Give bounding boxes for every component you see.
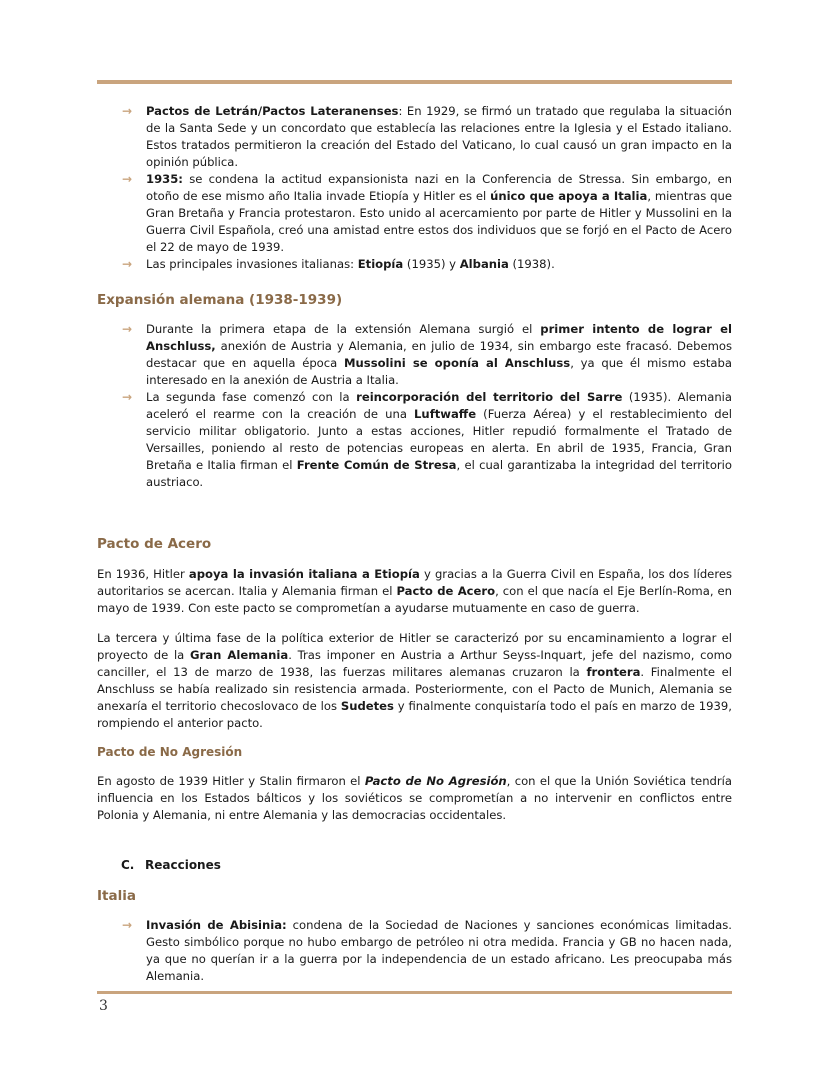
footer-rule [97, 991, 732, 994]
emphasis-text: apoya la invasión italiana a Etiopía [188, 567, 420, 581]
bullet-list-italy [97, 103, 732, 273]
emphasis-text: 1935: [146, 172, 183, 186]
paragraph-acero-2: La tercera y última fase de la política exterior de Hitler se caracterizó por su encaminamiento a lograr el proyecto de la Gran Alemania. Tras imponer en Austria a Arthur Seyss-Inquart, jefe del nazismo, como canciller, el 13 de marzo de 1938, las fuerzas militares alemanas cruzaron la frontera. Finalmente el Anschluss se había realizado sin resistencia armada. Posteriormente, con el Pacto de Munich, Alemania se anexaría el territorio checoslovaco de los Sudetes y finalmente conquistaría todo el país en marzo de 1939, rompiendo el anterior pacto. [97, 631, 732, 730]
arrow-right-icon: → [122, 172, 133, 186]
emphasis-text: reincorporación del territorio del Sarre [356, 390, 623, 404]
emphasis-text: Etiopía [357, 257, 404, 271]
page-content [97, 103, 732, 985]
subheading-letter: C. [121, 858, 135, 872]
emphasis-text: Pacto de No Agresión [364, 774, 507, 788]
list-item: → La segunda fase comenzó con la reincorporación del territorio del Sarre (1935). Alemania aceleró el rearme con la creación de una Luftwaffe (Fuerza Aérea) y el restablecimiento del servicio militar obligatorio. Junto a estas acciones, Hitler repudió formalmente el Tratado de Versailles, poniendo al resto de potencias europeas en alerta. En abril de 1935, Francia, Gran Bretaña e Italia firman el Frente Común de Stresa, el cual garantizaba la integridad del territorio austriaco. [122, 390, 732, 489]
arrow-right-icon: → [122, 918, 133, 932]
emphasis-text: Albania [459, 257, 509, 271]
arrow-right-icon: → [122, 390, 133, 404]
arrow-right-icon: → [122, 257, 133, 271]
emphasis-text: Invasión de Abisinia: [146, 918, 287, 932]
emphasis-text: único que apoya a Italia [490, 189, 648, 203]
page-number: 3 [99, 998, 108, 1014]
arrow-right-icon: → [122, 322, 133, 336]
emphasis-text: Gran Alemania [190, 648, 289, 662]
emphasis-text: primer intento de lograr el Anschluss, [146, 322, 732, 353]
arrow-right-icon: → [122, 104, 133, 118]
heading-pacto-de-acero: Pacto de Acero [97, 536, 212, 552]
emphasis-text: Pacto de Acero [396, 584, 496, 598]
paragraph-acero-1: En 1936, Hitler apoya la invasión italiana a Etiopía y gracias a la Guerra Civil en España, los dos líderes autoritarios se acercan. Italia y Alemania firman el Pacto de Acero, con el que nacía el Eje Berlín-Roma, en mayo de 1939. Con este pacto se comprometían a ayudarse mutuamente en caso de guerra. [97, 567, 733, 615]
bullet-list-reacciones [97, 917, 732, 985]
subheading-label: Reacciones [145, 858, 221, 872]
emphasis-text: Sudetes [340, 699, 394, 713]
header-rule [97, 80, 732, 84]
list-item: → Invasión de Abisinia: condena de la Sociedad de Naciones y sanciones económicas limitadas. Gesto simbólico porque no hubo embargo de petróleo ni otra medida. Francia y GB no hacen nada, ya que no querían ir a la guerra por la independencia de un estado africano. Les preocupaba más Alemania. [122, 918, 732, 983]
heading-pacto-no-agresion: Pacto de No Agresión [97, 745, 243, 759]
list-item: → Durante la primera etapa de la extensión Alemana surgió el primer intento de lograr el Anschluss, anexión de Austria y Alemania, en julio de 1934, sin embargo este fracasó. Debemos destacar que en aquella época Mussolini se oponía al Anschluss, ya que él mismo estaba interesado en la anexión de Austria a Italia. [122, 322, 732, 387]
emphasis-text: frontera [586, 665, 641, 679]
subheading-reacciones [97, 857, 732, 874]
paragraph-no-agresion: En agosto de 1939 Hitler y Stalin firmaron el Pacto de No Agresión, con el que la Unión Soviética tendría influencia en los Estados bálticos y los soviéticos se comprometían a no intervenir en conflictos entre Polonia y Alemania, ni entre Alemania y las democracias occidentales. [97, 774, 732, 822]
emphasis-text: Luftwaffe [414, 407, 477, 421]
list-item: → Las principales invasiones italianas: Etiopía (1935) y Albania (1938). [122, 257, 555, 271]
list-item: → Pactos de Letrán/Pactos Lateranenses: En 1929, se firmó un tratado que regulaba la situación de la Santa Sede y un concordato que establecía las relaciones entre la Iglesia y el Estado italiano. Estos tratados permitieron la creación del Estado del Vaticano, lo cual causó un gran impacto en la opinión pública. [122, 104, 732, 169]
emphasis-text: Pactos de Letrán/Pactos Lateranenses [146, 104, 399, 118]
emphasis-text: Mussolini se oponía al Anschluss [344, 356, 571, 370]
list-item: → 1935: se condena la actitud expansionista nazi en la Conferencia de Stressa. Sin embargo, en otoño de ese mismo año Italia invade Etiopía y Hitler es el único que apoya a Italia, mientras que Gran Bretaña y Francia protestaron. Esto unido al acercamiento por parte de Hitler y Mussolini en la Guerra Civil Española, creó una amistad entre estos dos individuos que se forjó en el Pacto de Acero el 22 de mayo de 1939. [122, 172, 732, 254]
heading-expansion-alemana: Expansión alemana (1938-1939) [97, 292, 343, 308]
heading-italia: Italia [97, 888, 136, 904]
bullet-list-expansion [97, 321, 732, 491]
emphasis-text: Frente Común de Stresa [296, 458, 457, 472]
